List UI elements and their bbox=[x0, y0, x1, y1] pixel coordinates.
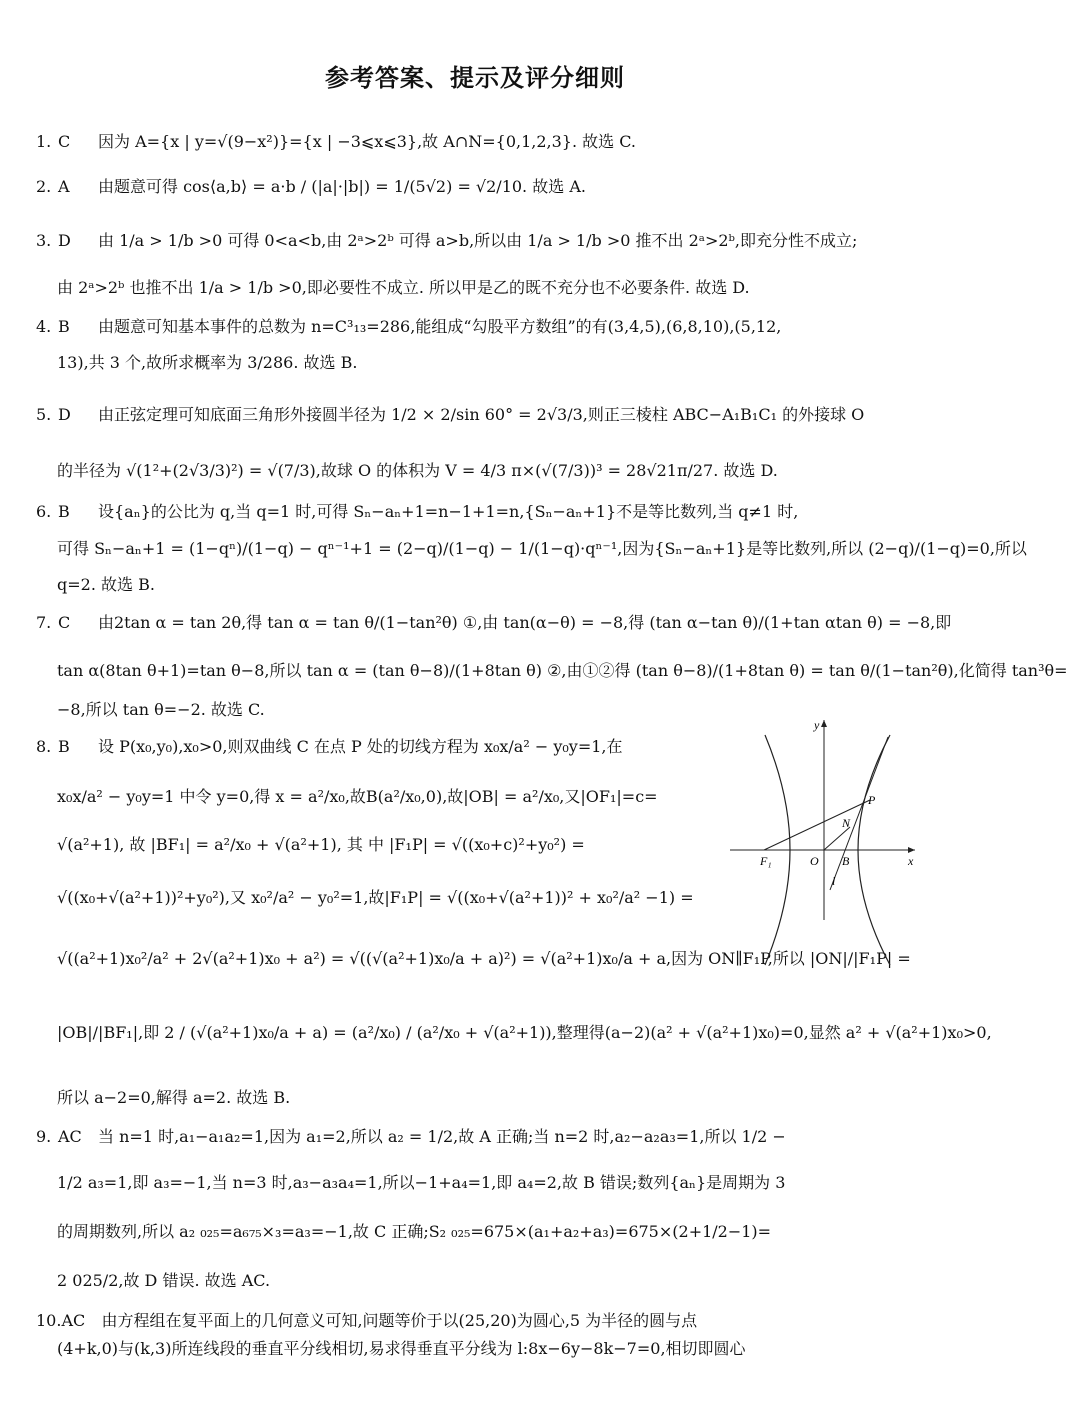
item-6-number: 6. bbox=[36, 502, 52, 521]
item-1-number: 1. bbox=[36, 132, 52, 151]
y-axis-arrow bbox=[821, 720, 827, 727]
page-title: 参考答案、提示及评分细则 bbox=[325, 64, 625, 92]
item-8-number: 8. bbox=[36, 737, 52, 756]
item-8-line-1 bbox=[36, 736, 714, 758]
item-6-text-1: 设{aₙ}的公比为 q,当 q=1 时,可得 Sₙ−aₙ+1=n−1+1=n,{Sₙ−aₙ+1}不是等比数列,当 q≠1 时, bbox=[98, 502, 799, 521]
item-8-line-6: |OB|/|BF₁|,即 2 / (√(a²+1)x₀/a + a) = (a²/x₀) / (a²/x₀ + √(a²+1)),整理得(a−2)(a² + √(a²+1)x₀)=0,显然 a² + √(a²+1)x₀>0, bbox=[57, 1023, 992, 1042]
item-8-answer: B bbox=[58, 737, 70, 756]
item-5-answer: D bbox=[58, 405, 71, 424]
item-5-line-2: 的半径为 √(1²+(2√3/3)²) = √(7/3),故球 O 的体积为 V = 4/3 π×(√(7/3))³ = 28√21π/27. 故选 D. bbox=[57, 461, 778, 480]
x-axis-arrow bbox=[908, 847, 915, 853]
item-6-line-1 bbox=[36, 501, 916, 523]
item-5-line-1 bbox=[36, 404, 916, 426]
item-6-line-3: q=2. 故选 B. bbox=[57, 575, 155, 594]
item-4-answer: B bbox=[58, 317, 70, 336]
item-8-line-7: 所以 a−2=0,解得 a=2. 故选 B. bbox=[57, 1088, 291, 1107]
item-7-text-1: 由2tan α = tan 2θ,得 tan α = tan θ/(1−tan²θ) ①,由 tan(α−θ) = −8,得 (tan α−tan θ)/(1+tan αtan θ) = −8,即 bbox=[98, 613, 952, 632]
item-3-line-2: 由 2ᵃ>2ᵇ 也推不出 1/a > 1/b >0,即必要性不成立. 所以甲是乙的既不充分也不必要条件. 故选 D. bbox=[57, 278, 750, 297]
item-10-number: 10. bbox=[36, 1311, 62, 1330]
item-4-text-1: 由题意可知基本事件的总数为 n=C³₁₃=286,能组成“勾股平方数组”的有(3,4,5),(6,8,10),(5,12, bbox=[98, 317, 782, 336]
item-8-line-3: √(a²+1), 故 |BF₁| = a²/x₀ + √(a²+1), 其 中 |F₁P| = √((x₀+c)²+y₀²) = bbox=[57, 835, 585, 854]
item-6-answer: B bbox=[58, 502, 70, 521]
item-2-answer: A bbox=[58, 177, 70, 196]
label-n: N bbox=[842, 816, 851, 830]
item-2-line-1 bbox=[36, 176, 916, 198]
item-10-answer: AC bbox=[61, 1311, 86, 1330]
item-9-text-1: 当 n=1 时,a₁−a₁a₂=1,因为 a₁=2,所以 a₂ = 1/2,故 A 正确;当 n=2 时,a₂−a₂a₃=1,所以 1/2 − bbox=[98, 1127, 786, 1146]
item-7-line-2: tan α(8tan θ+1)=tan θ−8,所以 tan α = (tan θ−8)/(1+8tan θ) ②,由①②得 (tan θ−8)/(1+8tan θ) = tan θ/(1−tan²θ),化简得 tan³θ= bbox=[57, 661, 1068, 680]
item-8-line-4: √((x₀+√(a²+1))²+y₀²),又 x₀²/a² − y₀²=1,故|F₁P| = √((x₀+√(a²+1))² + x₀²/a² −1) = bbox=[57, 888, 694, 907]
item-7-line-1 bbox=[36, 612, 952, 634]
item-9-answer: AC bbox=[58, 1127, 82, 1146]
item-9-line-4: 2 025/2,故 D 错误. 故选 AC. bbox=[57, 1271, 271, 1290]
item-3-text-1: 由 1/a > 1/b >0 可得 0<a<b,由 2ᵃ>2ᵇ 可得 a>b,所以由 1/a > 1/b >0 推不出 2ᵃ>2ᵇ,即充分性不成立; bbox=[98, 231, 858, 250]
item-10-text-1: 由方程组在复平面上的几何意义可知,问题等价于以(25,20)为圆心,5 为半径的圆与点 bbox=[101, 1311, 698, 1330]
label-x: x bbox=[908, 854, 914, 868]
item-10-line-1 bbox=[36, 1310, 916, 1332]
item-2-number: 2. bbox=[36, 177, 52, 196]
item-9-line-1 bbox=[36, 1126, 916, 1148]
item-9-number: 9. bbox=[36, 1127, 52, 1146]
item-3-line-1 bbox=[36, 230, 916, 252]
item-6-line-2: 可得 Sₙ−aₙ+1 = (1−qⁿ)/(1−q) − qⁿ⁻¹+1 = (2−q)/(1−q) − 1/(1−q)·qⁿ⁻¹,因为{Sₙ−aₙ+1}是等比数列,所以 (2−q)/(1−q)=0,所以 bbox=[57, 539, 1027, 558]
item-9-line-2: 1/2 a₃=1,即 a₃=−1,当 n=3 时,a₃−a₃a₄=1,所以−1+a₄=1,即 a₄=2,故 B 错误;数列{aₙ}是周期为 3 bbox=[57, 1173, 786, 1192]
item-7-answer: C bbox=[58, 613, 71, 632]
label-y: y bbox=[814, 718, 820, 732]
item-10-line-2: (4+k,0)与(k,3)所连线段的垂直平分线相切,易求得垂直平分线为 l:8x−6y−8k−7=0,相切即圆心 bbox=[57, 1339, 746, 1358]
hyperbola-figure bbox=[730, 715, 920, 925]
label-p: P bbox=[868, 793, 876, 807]
item-8-line-2: x₀x/a² − y₀y=1 中令 y=0,得 x = a²/x₀,故B(a²/x₀,0),故|OB| = a²/x₀,又|OF₁|=c= bbox=[57, 787, 658, 806]
label-l: l bbox=[832, 874, 836, 888]
item-4-number: 4. bbox=[36, 317, 52, 336]
label-o: O bbox=[810, 854, 819, 868]
item-1-line-1 bbox=[36, 131, 916, 153]
item-8-text-1: 设 P(x₀,y₀),x₀>0,则双曲线 C 在点 P 处的切线方程为 x₀x/a² − y₀y=1,在 bbox=[98, 737, 623, 756]
item-9-line-3: 的周期数列,所以 a₂ ₀₂₅=a₆₇₅×₃=a₃=−1,故 C 正确;S₂ ₀₂₅=675×(a₁+a₂+a₃)=675×(2+1/2−1)= bbox=[57, 1222, 772, 1241]
item-1-answer: C bbox=[58, 132, 71, 151]
item-7-line-3: −8,所以 tan θ=−2. 故选 C. bbox=[57, 700, 265, 719]
item-2-text: 由题意可得 cos⟨a,b⟩ = a·b / (|a|·|b|) = 1/(5√2) = √2/10. 故选 A. bbox=[98, 177, 586, 196]
label-b: B bbox=[842, 854, 850, 868]
item-4-line-1 bbox=[36, 316, 916, 338]
item-5-number: 5. bbox=[36, 405, 52, 424]
segment-f1-p bbox=[764, 800, 870, 850]
item-4-line-2: 13),共 3 个,故所求概率为 3/286. 故选 B. bbox=[57, 353, 358, 372]
item-8-line-5: √((a²+1)x₀²/a² + 2√(a²+1)x₀ + a²) = √((√(a²+1)x₀/a + a)²) = √(a²+1)x₀/a + a,因为 ON∥F₁P,所以 |ON|/|F₁P| = bbox=[57, 949, 911, 968]
item-7-number: 7. bbox=[36, 613, 52, 632]
item-5-text-1: 由正弦定理可知底面三角形外接圆半径为 1/2 × 2/sin 60° = 2√3/3,则正三棱柱 ABC−A₁B₁C₁ 的外接球 O bbox=[98, 405, 865, 424]
item-1-text: 因为 A={x | y=√(9−x²)}={x | −3⩽x⩽3},故 A∩N={0,1,2,3}. 故选 C. bbox=[98, 132, 636, 151]
item-3-answer: D bbox=[58, 231, 71, 250]
label-f1: F₁ bbox=[760, 854, 772, 868]
item-3-number: 3. bbox=[36, 231, 52, 250]
